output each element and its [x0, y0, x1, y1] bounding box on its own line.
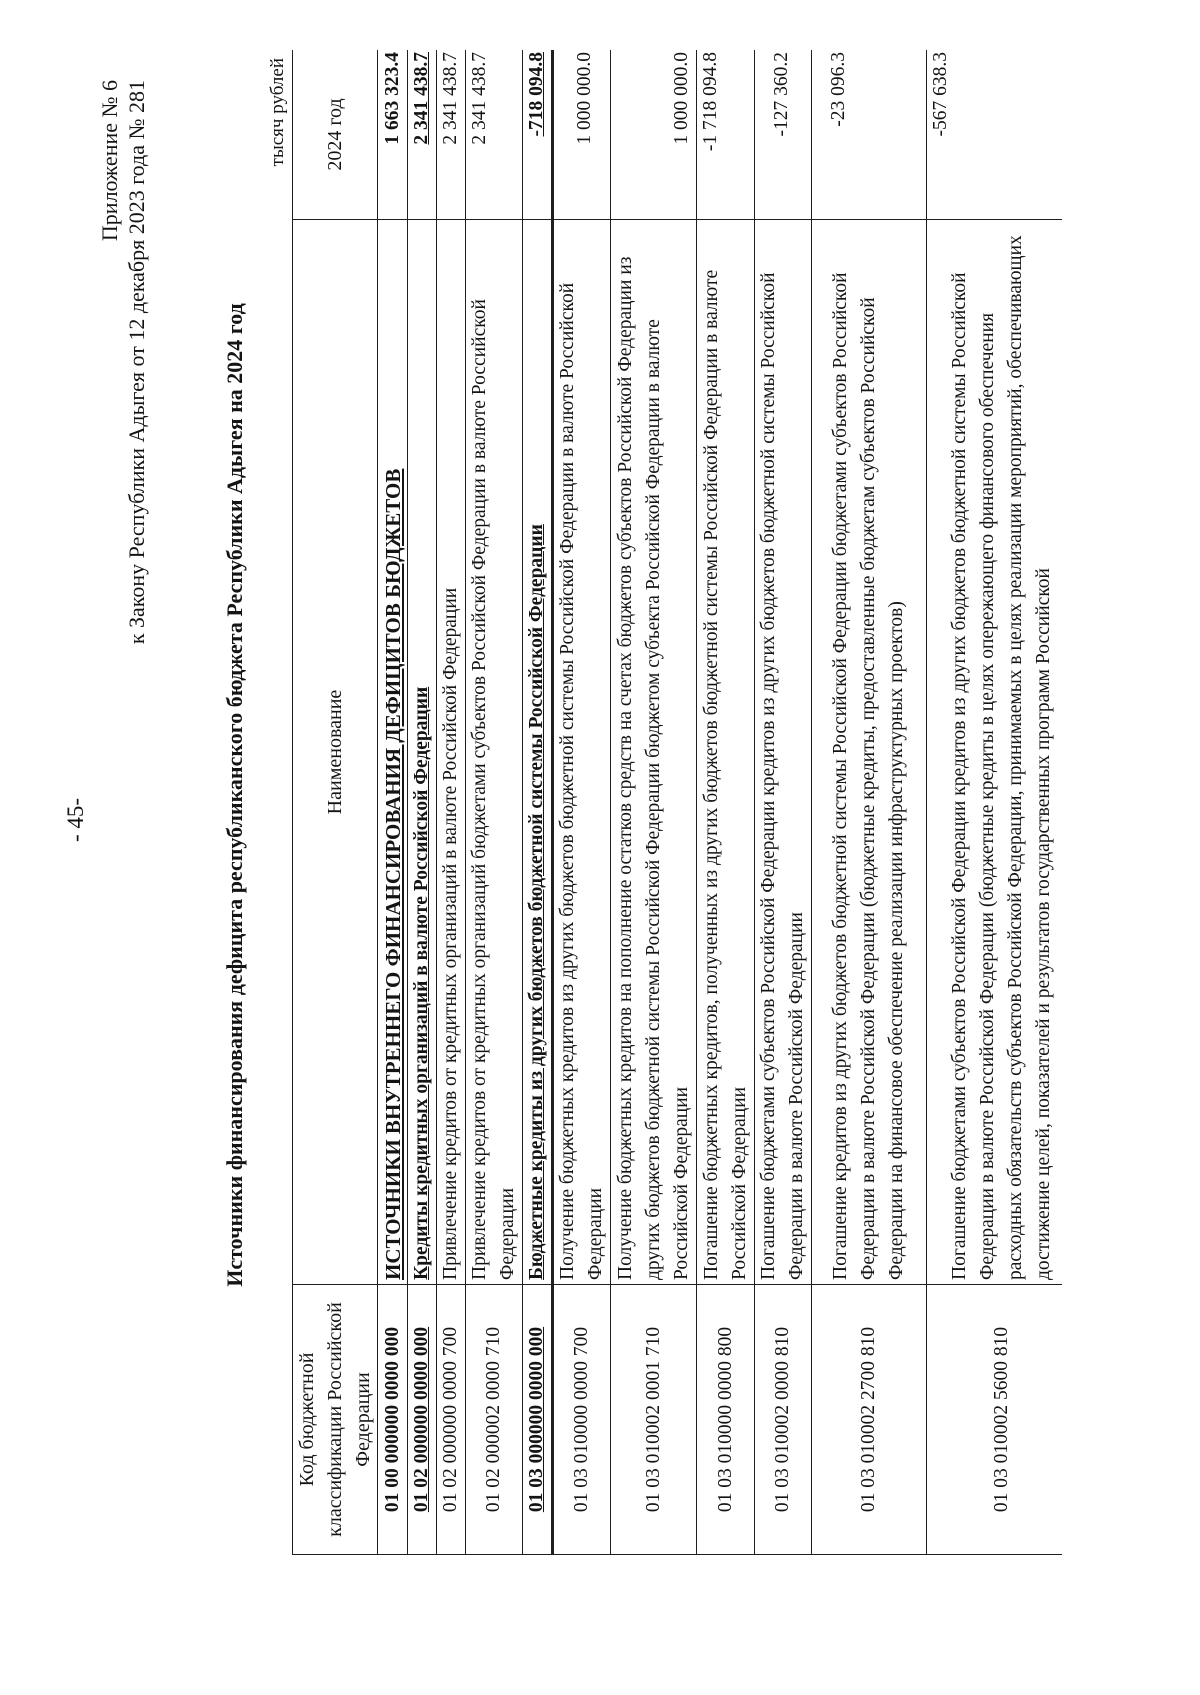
row-name: Погашение бюджетами субъектов Российской Федерации кредитов из других бюджетов бюджетной системы Российской Федерации в валюте Российской Федерации (бюджетные кредиты в целях опережающего финансового обеспечения расходных обязательств субъектов Российской Федерации, принимаемых в целях реализации мероприятий, обеспечивающих достижение целей, показателей и результатов государственных программ Российской [927, 220, 1063, 1285]
table-row [437, 50, 466, 1555]
appendix-law-reference: к Закону Республики Адыгея от 12 декабря 2023 года № 281 [124, 80, 149, 645]
row-code: 01 02 000000 0000 000 [408, 1285, 437, 1555]
row-name: Погашение кредитов из других бюджетов бюджетной системы Российской Федерации бюджетами субъектов Российской Федерации в валюте Российской Федерации (бюджетные кредиты, предоставленные бюджетам субъектов Российской Федерации на финансовое обеспечение реализации инфраструктурных проектов) [812, 220, 927, 1285]
page-number: - 45- [63, 797, 88, 843]
row-name: Погашение бюджетами субъектов Российской Федерации кредитов из других бюджетов бюджетной системы Российской Федерации в валюте Российской Федерации [755, 220, 812, 1285]
row-value: -127 360.2 [755, 50, 812, 220]
row-name: Получение бюджетных кредитов на пополнение остатков средств на счетах бюджетов субъектов Российской Федерации из других бюджетов бюджетной системы Российской Федерации бюджетом субъекта Российской Федерации в валюте Российской Федерации [611, 220, 697, 1285]
header-name: Наименование [293, 220, 378, 1285]
row-value: 1 663 323.4 [378, 50, 408, 220]
row-value: 2 341 438.7 [437, 50, 466, 220]
units-label: тысяч рублей [267, 58, 288, 167]
row-code: 01 03 010002 0001 710 [611, 1285, 697, 1555]
row-value: -718 094.8 [523, 50, 553, 220]
row-value: 1 000 000.0 [611, 50, 697, 220]
table-row [812, 50, 927, 1555]
row-code: 01 03 010002 5600 810 [927, 1285, 1063, 1555]
row-value: -23 096.3 [812, 50, 927, 220]
table-row [466, 50, 523, 1555]
deficit-financing-table [292, 50, 1062, 1555]
row-name: Кредиты кредитных организаций в валюте Российской Федерации [408, 220, 437, 1285]
appendix-number: Приложение № 6 [97, 80, 122, 242]
table-row [927, 50, 1063, 1555]
row-code: 01 03 010000 0000 700 [553, 1285, 611, 1555]
row-code: 01 03 010000 0000 800 [697, 1285, 755, 1555]
row-value: 2 341 438.7 [466, 50, 523, 220]
row-name: Погашение бюджетных кредитов, полученных из других бюджетов бюджетной системы Российской Федерации в валюте Российской Федерации [697, 220, 755, 1285]
budget-table-container [292, 50, 1062, 1555]
table-row [553, 50, 611, 1555]
row-code: 01 03 010002 2700 810 [812, 1285, 927, 1555]
row-value: -1 718 094.8 [697, 50, 755, 220]
row-name: Привлечение кредитов от кредитных организаций бюджетами субъектов Российской Федерации в валюте Российской Федерации [466, 220, 523, 1285]
row-value: -567 638.3 [927, 50, 1063, 220]
header-year: 2024 год [293, 50, 378, 220]
table-row [408, 50, 437, 1555]
table-row [378, 50, 408, 1555]
row-value: 1 000 000.0 [553, 50, 611, 220]
row-name: ИСТОЧНИКИ ВНУТРЕННЕГО ФИНАНСИРОВАНИЯ ДЕФИЦИТОВ БЮДЖЕТОВ [378, 220, 408, 1285]
header-code: Код бюджетной классификации Российской Федерации [293, 1285, 378, 1555]
table-row [611, 50, 697, 1555]
row-code: 01 02 000002 0000 710 [466, 1285, 523, 1555]
table-row [523, 50, 553, 1555]
row-code: 01 03 010002 0000 810 [755, 1285, 812, 1555]
table-header-row [293, 50, 378, 1555]
table-row [755, 50, 812, 1555]
row-value: 2 341 438.7 [408, 50, 437, 220]
row-name: Привлечение кредитов от кредитных организаций в валюте Российской Федерации [437, 220, 466, 1285]
row-code: 01 00 000000 0000 000 [378, 1285, 408, 1555]
row-name: Получение бюджетных кредитов из других бюджетов бюджетной системы Российской Федерации в валюте Российской Федерации [553, 220, 611, 1285]
table-row [697, 50, 755, 1555]
row-code: 01 02 000000 0000 700 [437, 1285, 466, 1555]
row-code: 01 03 000000 0000 000 [523, 1285, 553, 1555]
row-name: Бюджетные кредиты из других бюджетов бюджетной системы Российской Федерации [523, 220, 553, 1285]
document-title: Источники финансирования дефицита республиканского бюджета Республики Адыгея на 2024 год [222, 303, 247, 1287]
